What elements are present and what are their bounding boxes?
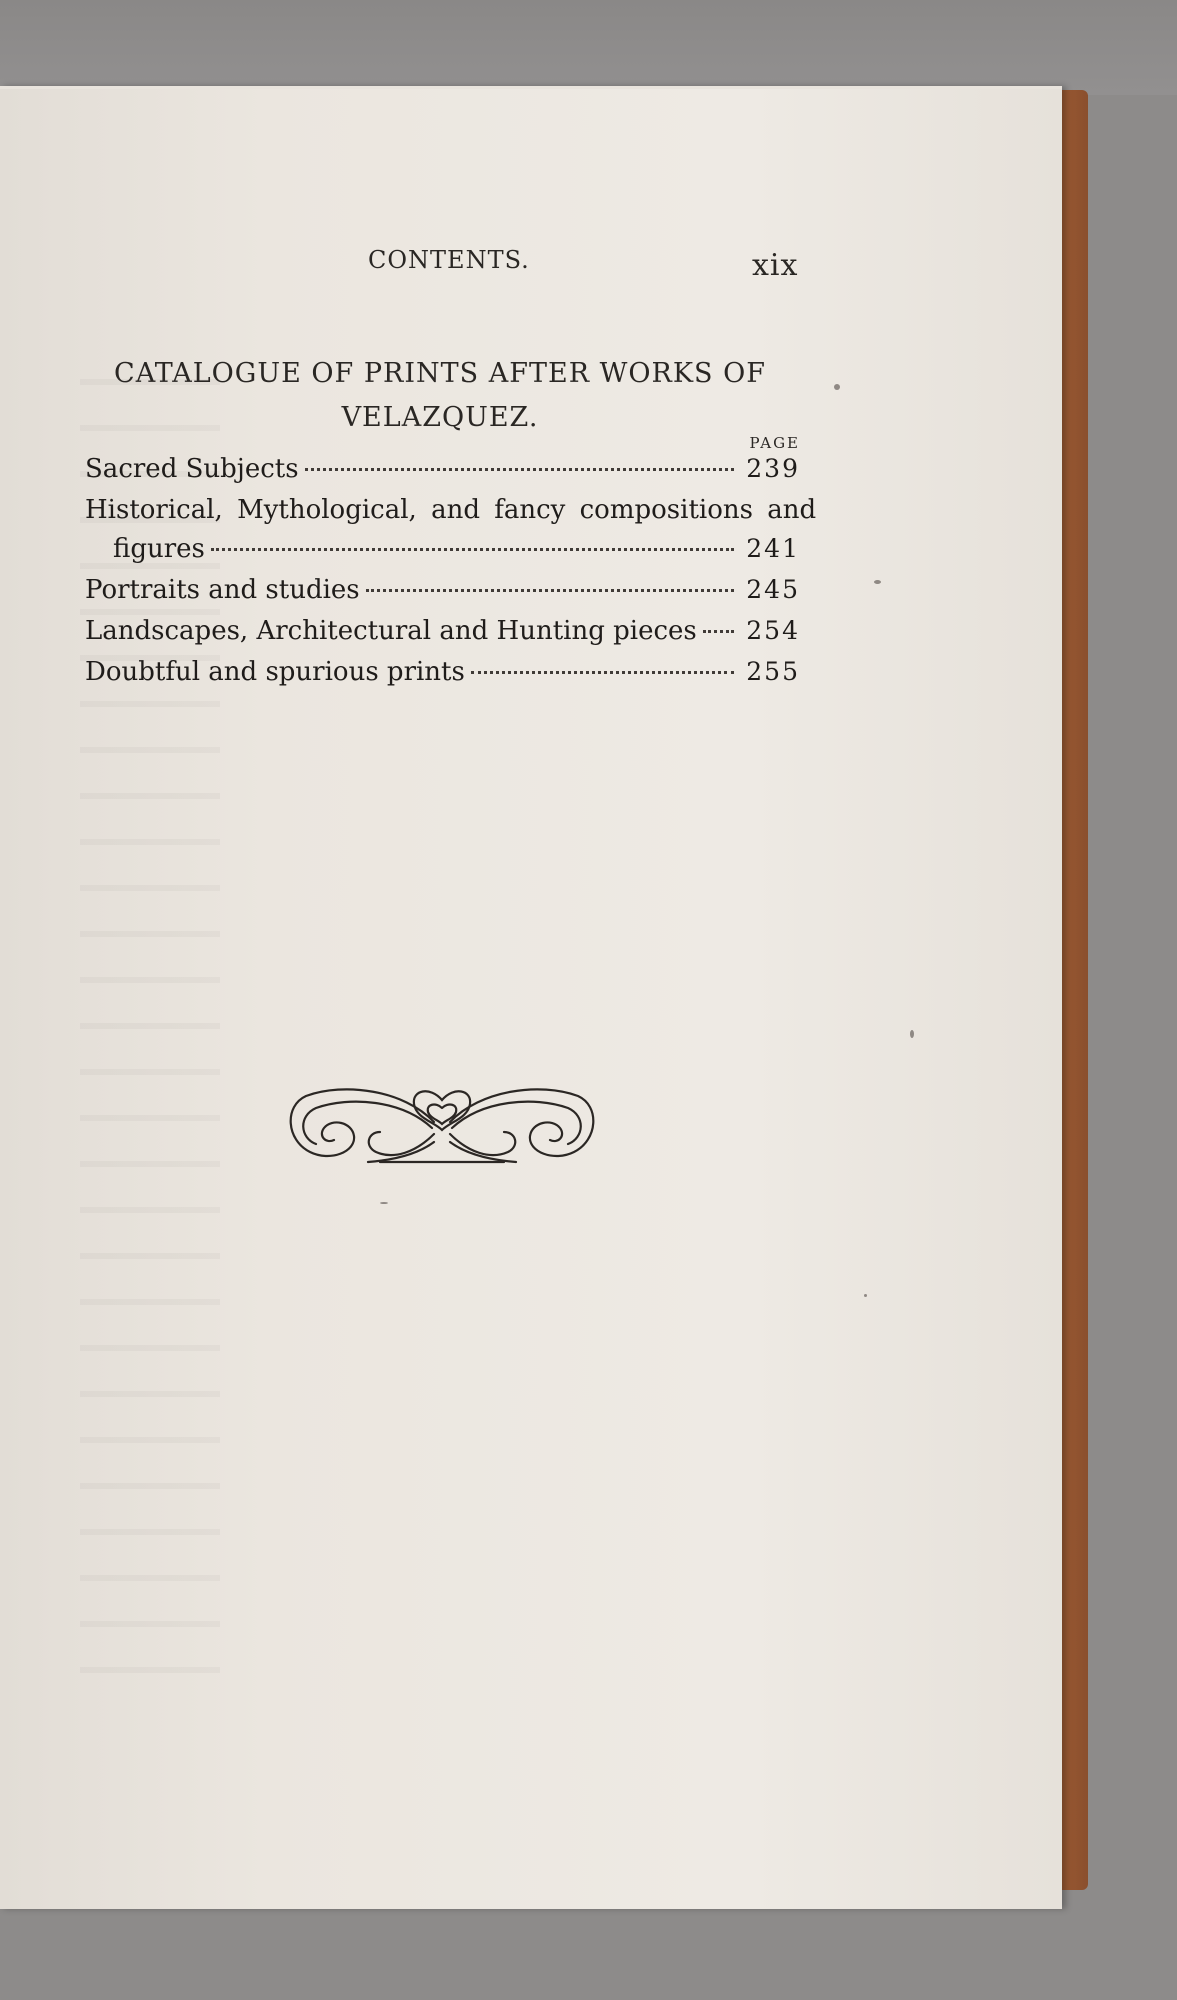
paper-speck <box>834 384 840 390</box>
toc-entry <box>85 575 800 615</box>
toc-entry-page: 245 <box>746 575 800 604</box>
toc-entry-page: 239 <box>746 454 800 483</box>
toc-entry-title: Landscapes, Architectural and Hunting pieces <box>85 616 697 646</box>
toc-entry <box>85 454 800 494</box>
toc-entry-page: 241 <box>746 534 800 563</box>
section-title-line: VELAZQUEZ. <box>341 402 539 433</box>
toc-entry-title: Sacred Subjects <box>85 454 299 484</box>
toc-entry <box>85 534 800 574</box>
table-of-contents <box>85 454 817 698</box>
section-title <box>80 352 800 440</box>
toc-entry-page: 254 <box>746 616 800 645</box>
running-head: CONTENTS. <box>368 246 530 274</box>
dot-leader <box>211 548 734 551</box>
toc-entry <box>85 616 800 656</box>
page-column-label: PAGE <box>749 434 800 452</box>
dot-leader <box>471 671 734 674</box>
toc-entry <box>85 657 800 697</box>
toc-entry-title: Doubtful and spurious prints <box>85 657 465 687</box>
toc-entry-title: Portraits and studies <box>85 575 360 605</box>
toc-entry-title: Historical, Mythological, and fancy compositions and <box>85 495 817 525</box>
section-title-line: CATALOGUE OF PRINTS AFTER WORKS OF <box>114 358 766 389</box>
paper-speck <box>380 1202 388 1204</box>
toc-entry-title-continued: figures <box>113 534 205 564</box>
toc-entry-line <box>85 495 817 533</box>
dot-leader <box>366 589 735 592</box>
paper-speck <box>910 1030 914 1038</box>
scroll-ornament-icon <box>284 1082 600 1166</box>
paper-speck <box>874 580 881 584</box>
toc-entry-page: 255 <box>746 657 800 686</box>
dot-leader <box>305 468 735 471</box>
scan-backdrop <box>0 0 1177 95</box>
paper-speck <box>864 1294 867 1297</box>
dot-leader <box>703 630 735 633</box>
page-number: xix <box>752 248 799 283</box>
